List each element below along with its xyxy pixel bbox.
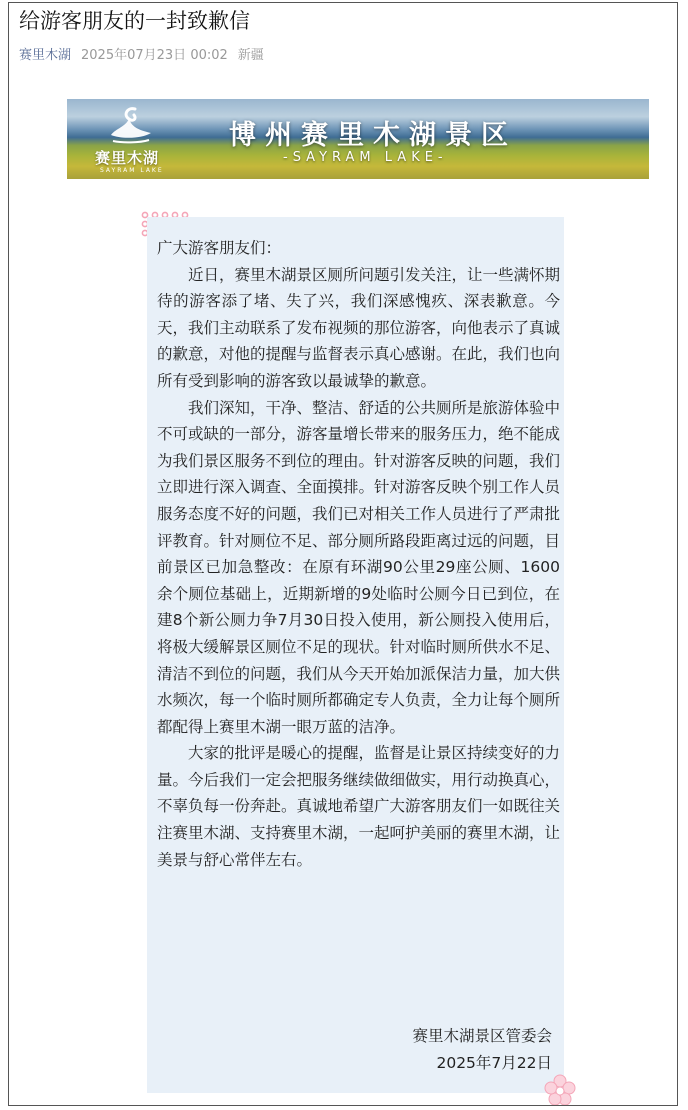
letter-paragraph: 近日，赛里木湖景区厕所问题引发关注，让一些满怀期待的游客添了堵、失了兴，我们深感愧疚、深表歉意。今天，我们主动联系了发布视频的那位游客，向他表示了真诚的歉意，对他的提醒与监督表示真心感谢。在此，我们也向所有受到影响的游客致以最诚挚的歉意。 [157, 265, 561, 390]
letter-date: 2025年7月22日 [436, 1053, 552, 1072]
publish-location: 新疆 [237, 48, 264, 63]
article-title: 给游客朋友的一封致歉信 [19, 9, 250, 33]
letter-paragraph: 我们深知，干净、整洁、舒适的公共厕所是旅游体验中不可或缺的一部分，游客量增长带来的服务压力，绝不能成为我们景区服务不到位的理由。针对游客反映的问题，我们立即进行深入调查、全面摸排。针对游客反映个别工作人员服务态度不好的问题，我们已对相关工作人员进行了严肃批评教育。针对厕位不足、部分厕所路段距离过远的问题，目前景区已加急整改：在原有环湖90公里29座公厕、1600余个厕位基础上，近期新增的9处临时公厕今日已到位，在建8个新公厕力争7月30日投入使用，新公厕投入使用后，将极大缓解景区厕位不足的现状。针对临时厕所供水不足、清洁不到位的问题，我们从今天开始加派保洁力量，加大供水频次，每一个临时厕所都确定专人负责，全力让每个厕所都配得上赛里木湖一眼万蓝的洁净。 [157, 398, 561, 736]
apology-letter [147, 217, 564, 1093]
publish-date: 2025年07月23日 00:02 [81, 48, 228, 63]
letter-body [157, 235, 560, 873]
logo-wordmark: 赛里木湖 [95, 149, 160, 167]
letter-signature: 赛里木湖景区管委会 [412, 1027, 552, 1045]
banner-title: 博州赛里木湖景区 [229, 120, 517, 151]
letter-signature-block [412, 1023, 552, 1076]
article-meta [19, 47, 264, 65]
scenic-area-banner [67, 99, 649, 179]
account-name-link[interactable]: 赛里木湖 [19, 48, 72, 63]
swan-logo-icon [107, 105, 155, 145]
article-frame [8, 2, 678, 1106]
banner-subtitle: -SAYRAM LAKE- [283, 150, 448, 165]
pink-flower-decoration [543, 1073, 577, 1106]
logo-subtext: SAYRAM LAKE [100, 167, 164, 174]
letter-greeting: 广大游客朋友们： [157, 239, 282, 257]
letter-paragraph: 大家的批评是暖心的提醒，监督是让景区持续变好的力量。今后我们一定会把服务继续做细做实，用行动换真心，不辜负每一份奔赴。真诚地希望广大游客朋友们一如既往关注赛里木湖、支持赛里木湖，一起呵护美丽的赛里木湖，让美景与舒心常伴左右。 [157, 744, 561, 869]
